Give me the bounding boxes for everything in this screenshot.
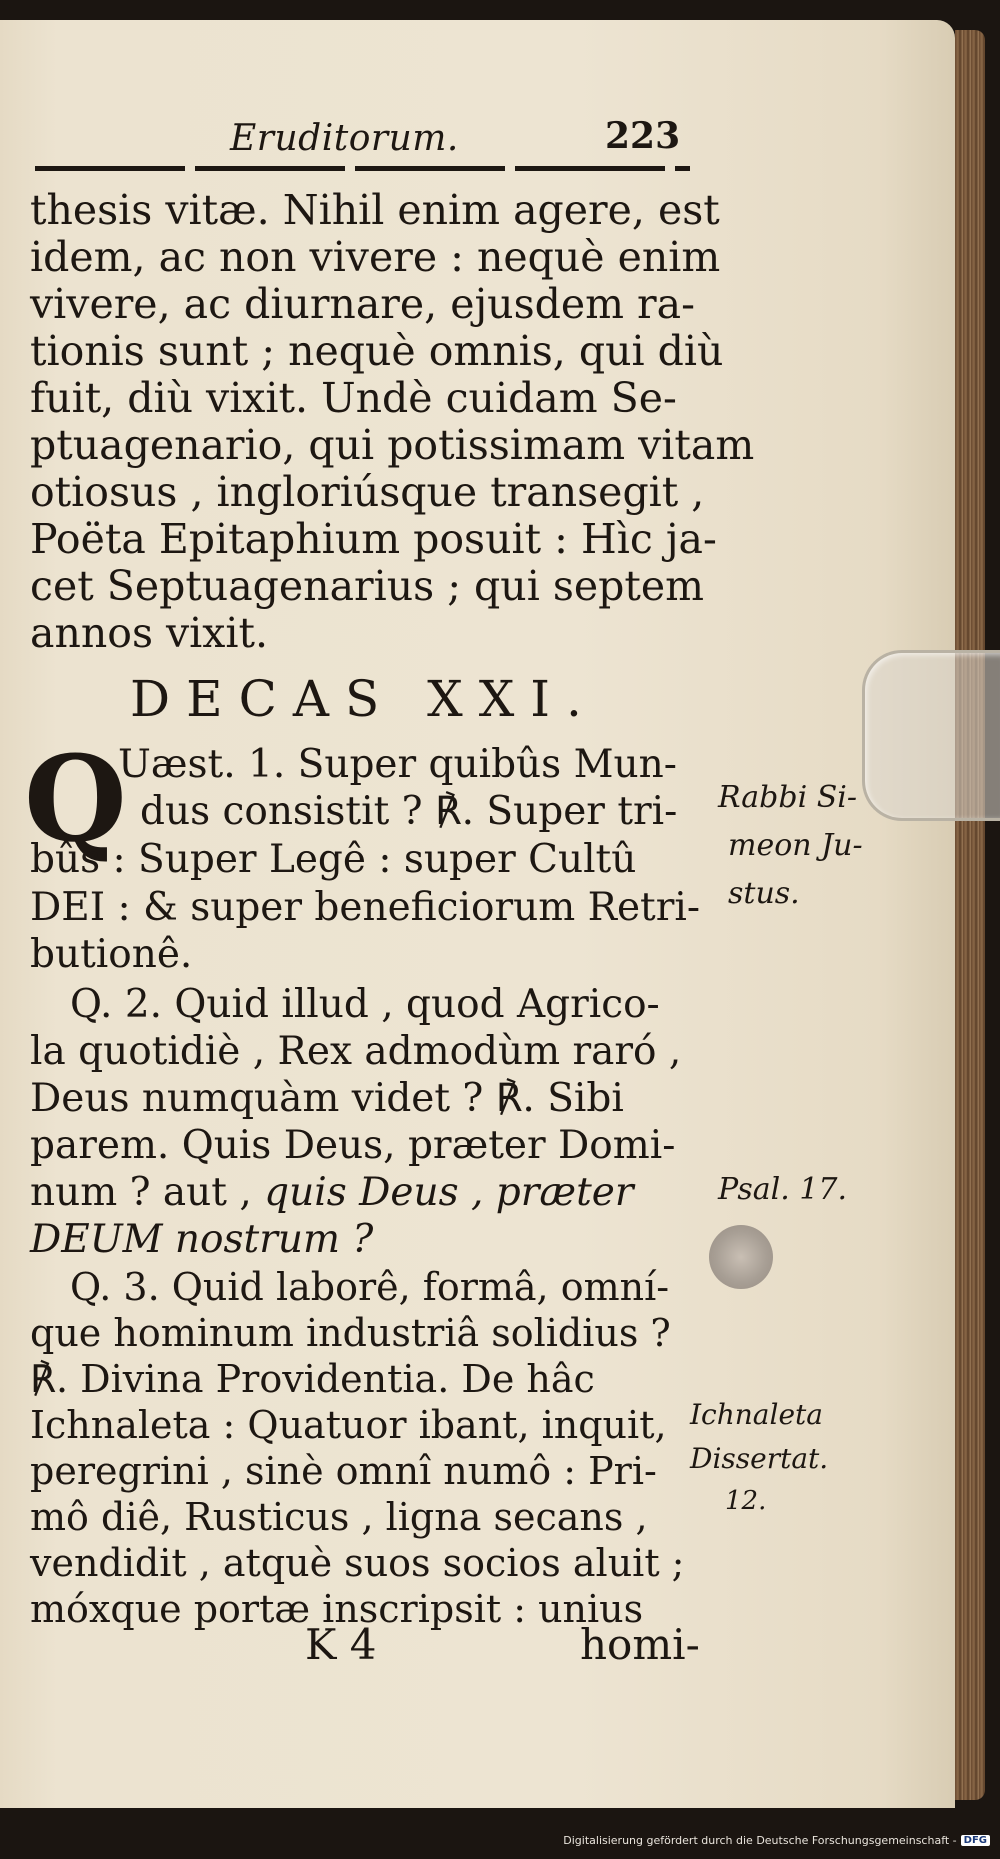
text-line: DEUM nostrum ? — [30, 1217, 374, 1262]
italic-text: quis Deus , præter — [264, 1170, 634, 1215]
text-line: peregrini , sinè omnî numô : Pri- — [30, 1449, 657, 1493]
text-line: la quotidiè , Rex admodùm raró , — [30, 1029, 682, 1074]
text-line: que hominum industriâ solidius ? — [30, 1311, 671, 1355]
marginal-note: stus. — [728, 876, 800, 911]
text-line: thesis vitæ. Nihil enim agere, est — [30, 186, 720, 234]
text-line: otiosus , ingloriúsque transegit , — [30, 468, 705, 516]
page-clip — [862, 650, 1000, 821]
text-line: ℟. Divina Providentia. De hâc — [30, 1357, 595, 1401]
text-line: móxque portæ inscripsit : unius — [30, 1587, 644, 1631]
drop-cap: Q — [24, 729, 127, 868]
text-line: vivere, ac diurnare, ejusdem ra- — [30, 280, 695, 328]
marginal-note: Ichnaleta — [690, 1398, 823, 1431]
text-line: DEI : & super beneficiorum Retri- — [30, 885, 701, 930]
section-heading: DECAS XXI. — [130, 670, 598, 728]
marginal-note: Psal. 17. — [718, 1172, 848, 1207]
text-line: cet Septuagenarius ; qui septem — [30, 562, 705, 610]
line-text: num ? aut , — [30, 1170, 252, 1215]
running-title: Eruditorum. — [230, 118, 459, 159]
marginal-note: 12. — [725, 1486, 767, 1516]
text-line: fuit, diù vixit. Undè cuidam Se- — [30, 374, 677, 422]
footer-credit — [563, 1834, 990, 1847]
marginal-note: Dissertat. — [690, 1442, 829, 1475]
dfg-logo-icon: DFG — [961, 1835, 990, 1846]
text-line: ptuagenario, qui potissimam vitam — [30, 421, 755, 469]
header-rule — [35, 166, 690, 171]
text-line: Deus numquàm videt ? ℟. Sibi — [30, 1076, 624, 1121]
text-line: dus consistit ? ℟. Super tri- — [140, 789, 678, 834]
page-edge — [955, 30, 985, 1800]
page-number: 223 — [605, 115, 681, 157]
text-line: butionê. — [30, 932, 193, 977]
text-line — [30, 1170, 634, 1215]
text-line: bûs : Super Legê : super Cultû — [30, 837, 637, 882]
marginal-note: Rabbi Si- — [718, 780, 857, 815]
text-line: annos vixit. — [30, 609, 269, 657]
text-line: mô diê, Rusticus , ligna secans , — [30, 1495, 648, 1539]
text-line: vendidit , atquè suos socios aluit ; — [30, 1541, 685, 1585]
text-line: parem. Quis Deus, præter Domi- — [30, 1123, 676, 1168]
text-line: tionis sunt ; nequè omnis, qui diù — [30, 327, 724, 375]
signature-mark: K 4 — [305, 1620, 377, 1669]
marginal-note: meon Ju- — [728, 828, 863, 863]
footer-text: Digitalisierung gefördert durch die Deutsche Forschungsgemeinschaft - — [563, 1834, 957, 1847]
text-line: Q. 3. Quid laborê, formâ, omní- — [70, 1265, 670, 1309]
text-line: Q. 2. Quid illud , quod Agrico- — [70, 982, 660, 1027]
text-line: Ichnaleta : Quatuor ibant, inquit, — [30, 1403, 667, 1447]
paper-stain — [709, 1225, 773, 1289]
text-line: Poëta Epitaphium posuit : Hìc ja- — [30, 515, 717, 563]
text-line: Uæst. 1. Super quibûs Mun- — [118, 742, 677, 787]
text-line: idem, ac non vivere : nequè enim — [30, 233, 721, 281]
catchword: homi- — [580, 1620, 700, 1669]
